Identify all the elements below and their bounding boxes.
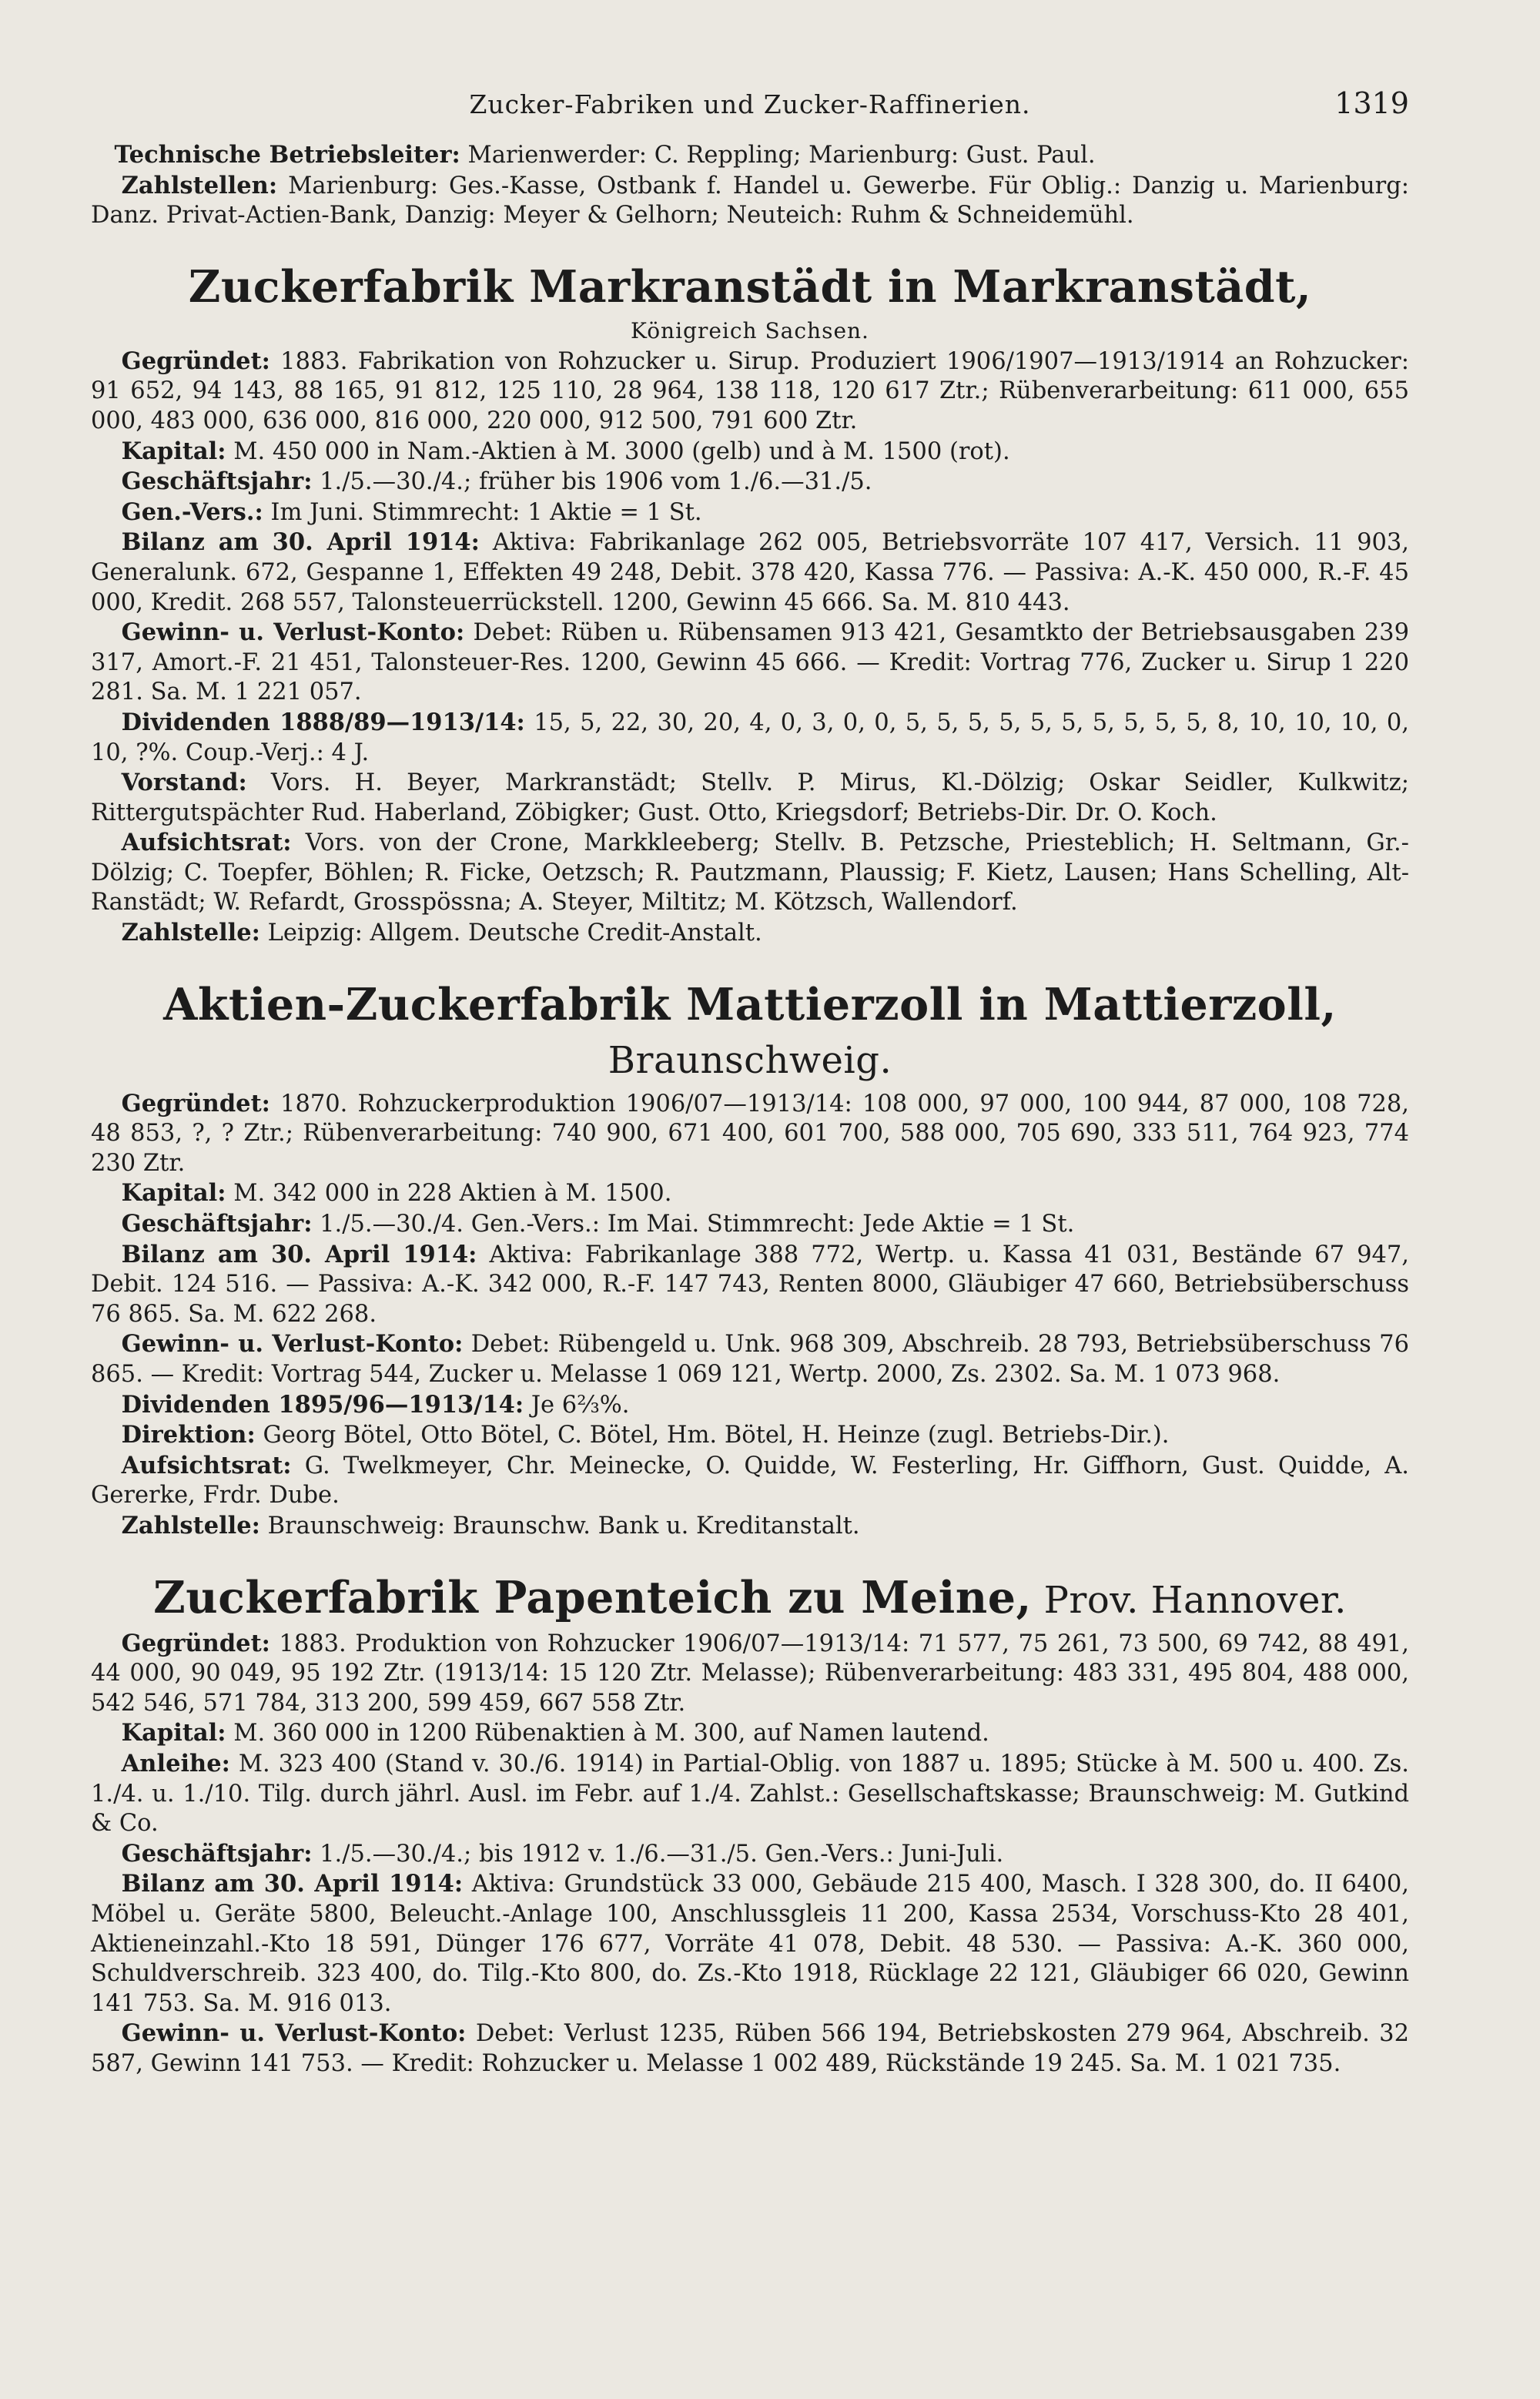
entry-paying-agent: Zahlstelle: Leipzig: Allgem. Deutsche Credit-Anstalt. [121,919,762,947]
entry-balance-sheet: Bilanz am 30. April 1914: Aktiva: Fabrikanlage 262 005, Betriebsvorräte 107 417, Versich. 11 903, Generalunk. 672, Gespanne 1, Effekten 49 248, Debit. 378 420, Kassa 776. — Passiva: A.-K. 450 000, R.-F. 45 000, Kredit. 268 557, Talonsteuerrückstell. 1200, Gewinn 45 666. Sa. M. 810 443. [91,528,1409,616]
entry-bond: Anleihe: M. 323 400 (Stand v. 30./6. 1914) in Partial-Oblig. von 1887 u. 1895; Stücke à M. 500 u. 400. Zs. 1./4. u. 1./10. Tilg. durch jährl. Ausl. im Febr. auf 1./4. Zahlst.: Gesellschaftskasse; Braunschweig: M. Gutkind & Co. [91,1749,1409,1838]
company-markranstaedt [91,262,1409,949]
entry-balance-sheet: Bilanz am 30. April 1914: Aktiva: Grundstück 33 000, Gebäude 215 400, Masch. I 328 300, do. II 6400, Möbel u. Geräte 5800, Beleucht.-Anlage 100, Anschlussgleis 11 200, Kassa 2534, Vorschuss-Kto 28 401, Aktieneinzahl.-Kto 18 591, Dünger 176 677, Vorräte 41 078, Debit. 48 530. — Passiva: A.-K. 360 000, Schuldverschreib. 323 400, do. Tilg.-Kto 800, do. Zs.-Kto 1918, Rücklage 22 121, Gläubiger 66 020, Gewinn 141 753. Sa. M. 916 013. [91,1870,1409,2017]
entry-technical-managers: Technische Betriebsleiter: Marienwerder: C. Reppling; Marienburg: Gust. Paul. [114,141,1096,169]
company-heading: Aktien-Zuckerfabrik Mattierzoll in Mattierzoll, Braunschweig. [163,978,1337,1082]
entry-paying-agent: Zahlstelle: Braunschweig: Braunschw. Bank u. Kreditanstalt. [121,1511,860,1540]
entry-fiscal-year: Geschäftsjahr: 1./5.—30./4.; bis 1912 v. 1./6.—31./5. Gen.-Vers.: Juni-Juli. [121,1839,1004,1868]
entry-founded: Gegründet: 1870. Rohzuckerproduktion 1906/07—1913/14: 108 000, 97 000, 100 944, 87 000, 108 728, 48 853, ?, ? Ztr.; Rübenverarbeitung: 740 900, 671 400, 601 700, 588 000, 705 690, 333 511, 764 923, 774 230 Ztr. [91,1089,1409,1177]
entry-balance-sheet: Bilanz am 30. April 1914: Aktiva: Fabrikanlage 388 772, Wertp. u. Kassa 41 031, Bestände 67 947, Debit. 124 516. — Passiva: A.-K. 342 000, R.-F. 147 743, Renten 8000, Gläubiger 47 660, Betriebsüberschuss 76 865. Sa. M. 622 268. [91,1240,1409,1328]
entry-paying-agents: Zahlstellen: Marienburg: Ges.-Kasse, Ostbank f. Handel u. Gewerbe. Für Oblig.: Danzig u. Marienburg: Danz. Privat-Actien-Bank, Danzig: Meyer & Gelhorn; Neuteich: Ruhm & Schneidemühl. [91,171,1409,230]
entry-capital: Kapital: M. 342 000 in 228 Aktien à M. 1500. [121,1179,672,1208]
entry-founded: Gegründet: 1883. Produktion von Rohzucker 1906/07—1913/14: 71 577, 75 261, 73 500, 69 742, 88 491, 44 000, 90 049, 95 192 Ztr. (1913/14: 15 120 Ztr. Melasse); Rübenverarbeitung: 483 331, 495 804, 488 000, 542 546, 571 784, 313 200, 599 459, 667 558 Ztr. [91,1629,1409,1717]
entry-founded: Gegründet: 1883. Fabrikation von Rohzucker u. Sirup. Produziert 1906/1907—1913/1914 an Rohzucker: 91 652, 94 143, 88 165, 91 812, 125 110, 28 964, 138 118, 120 617 Ztr.; Rübenverarbeitung: 611 000, 655 000, 483 000, 636 000, 816 000, 220 000, 912 500, 791 600 Ztr. [91,347,1409,434]
entry-profit-loss: Gewinn- u. Verlust-Konto: Debet: Verlust 1235, Rüben 566 194, Betriebskosten 279 964, Abschreib. 32 587, Gewinn 141 753. — Kredit: Rohzucker u. Melasse 1 002 489, Rückstände 19 245. Sa. M. 1 021 735. [91,2019,1409,2077]
entry-supervisory-board: Aufsichtsrat: Vors. von der Crone, Markkleeberg; Stellv. B. Petzsche, Priesteblich; H. Seltmann, Gr.-Dölzig; C. Toepfer, Böhlen; R. Ficke, Oetzsch; R. Pautzmann, Plaussig; F. Kietz, Lausen; Hans Schelling, Alt-Ranstädt; W. Refardt, Grosspössna; A. Steyer, Miltitz; M. Kötzsch, Wallendorf. [91,829,1409,916]
entry-fiscal-year: Geschäftsjahr: 1./5.—30./4.; früher bis 1906 vom 1./6.—31./5. [121,467,872,496]
entry-profit-loss: Gewinn- u. Verlust-Konto: Debet: Rüben u. Rübensamen 913 421, Gesamtkto der Betriebsausgaben 239 317, Amort.-F. 21 451, Talonsteuer-Res. 1200, Gewinn 45 666. — Kredit: Vortrag 776, Zucker u. Sirup 1 220 281. Sa. M. 1 221 057. [91,618,1409,706]
running-head-title: Zucker-Fabriken und Zucker-Raffinerien. [469,89,1031,119]
company-subtitle: Königreich Sachsen. [631,317,869,343]
entry-fiscal-year: Geschäftsjahr: 1./5.—30./4. Gen.-Vers.: Im Mai. Stimmrecht: Jede Aktie = 1 St. [121,1210,1075,1238]
entry-profit-loss: Gewinn- u. Verlust-Konto: Debet: Rübengeld u. Unk. 968 309, Abschreib. 28 793, Betriebsüberschuss 76 865. — Kredit: Vortrag 544, Zucker u. Melasse 1 069 121, Wertp. 2000, Zs. 2302. Sa. M. 1 073 968. [91,1330,1409,1388]
running-head [91,83,1409,129]
entry-capital: Kapital: M. 450 000 in Nam.-Aktien à M. 3000 (gelb) und à M. 1500 (rot). [121,437,1010,465]
entry-dividends: Dividenden 1888/89—1913/14: 15, 5, 22, 30, 20, 4, 0, 3, 0, 0, 5, 5, 5, 5, 5, 5, 5, 5, 5, 5, 8, 10, 10, 10, 0, 10, ?%. Coup.-Verj.: 4 J. [91,708,1410,766]
page-number: 1319 [1334,86,1409,120]
company-mattierzoll [91,980,1409,1542]
entry-dividends: Dividenden 1895/96—1913/14: Je 6⅔%. [121,1390,630,1419]
company-papenteich [91,1573,1409,2079]
company-heading: Zuckerfabrik Markranstädt in Markranstädt, [188,260,1312,313]
entry-management: Direktion: Georg Bötel, Otto Bötel, C. Bötel, Hm. Bötel, H. Heinze (zugl. Betriebs-Dir.). [121,1421,1170,1449]
company-heading: Zuckerfabrik Papenteich zu Meine, Prov. Hannover. [153,1571,1347,1623]
entry-general-meeting: Gen.-Vers.: Im Juni. Stimmrecht: 1 Aktie = 1 St. [121,498,702,526]
previous-company-continuation [91,140,1409,231]
entry-supervisory-board: Aufsichtsrat: G. Twelkmeyer, Chr. Meinecke, O. Quidde, W. Festerling, Hr. Giffhorn, Gust. Quidde, A. Gererke, Frdr. Dube. [91,1451,1409,1509]
entry-capital: Kapital: M. 360 000 in 1200 Rübenaktien à M. 300, auf Namen lautend. [121,1719,989,1747]
entry-board: Vorstand: Vors. H. Beyer, Markranstädt; Stellv. P. Mirus, Kl.-Dölzig; Oskar Seidler, Kulkwitz; Rittergutspächter Rud. Haberland, Zöbigker; Gust. Otto, Kriegsdorf; Betriebs-Dir. Dr. O. Koch. [91,769,1409,826]
